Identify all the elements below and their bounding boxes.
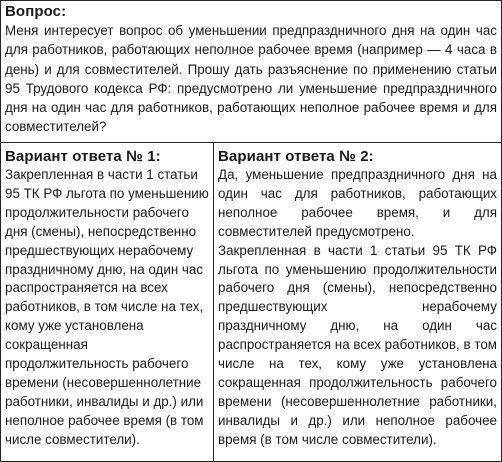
question-text: Меня интересует вопрос об уменьшении предпраздничного дня на один час для работников, работающих неполное рабочее время (например — 4 часа в день) и для совместителей. Прошу дать разъяснение по применению статьи 95 Трудового кодекса РФ: предусмотрено ли уменьшение предпраздничного дня на один час для работников, работающих неполное рабочее время и для совместителей? — [5, 23, 497, 135]
answers-table — [1, 143, 501, 461]
answer-variant-1 — [1, 143, 214, 461]
answer-2-label: Вариант ответа № 2: — [218, 148, 374, 165]
answer-2-paragraph-1: Да, уменьшение предпраздничного дня на один час для работников, работающих неполное рабочее время, и для совместителей предусмотрено. — [218, 167, 497, 239]
answer-1-label: Вариант ответа № 1: — [5, 148, 161, 165]
question-block — [1, 1, 501, 143]
question-label: Вопрос: — [5, 3, 67, 20]
answer-variant-2 — [214, 143, 501, 461]
answer-2-paragraph-2: Закрепленная в части 1 статьи 95 ТК РФ льгота по уменьшению продолжительности рабочего дня (смены), непосредственно предшествующих нерабочему праздничному дню, на один час распространяется на всех работников, в том числе на тех, кому уже установлена сокращенная продолжительность рабочего времени (несовершеннолетние работники, инвалиды и др.) или неполное рабочее время (в том числе совместители). — [218, 242, 497, 447]
answer-1-text: Закрепленная в части 1 статьи 95 ТК РФ льгота по уменьшению продолжительности рабочего дня (смены), непосредственно предшествующих нерабочему праздничному дню, на один час распространяется на всех работников, в том числе на тех, кому уже установлена сокращенная продолжительность рабочего времени (несовершеннолетние работники, инвалиды и др.) или неполное рабочее время (в том числе совместители). — [5, 167, 209, 447]
